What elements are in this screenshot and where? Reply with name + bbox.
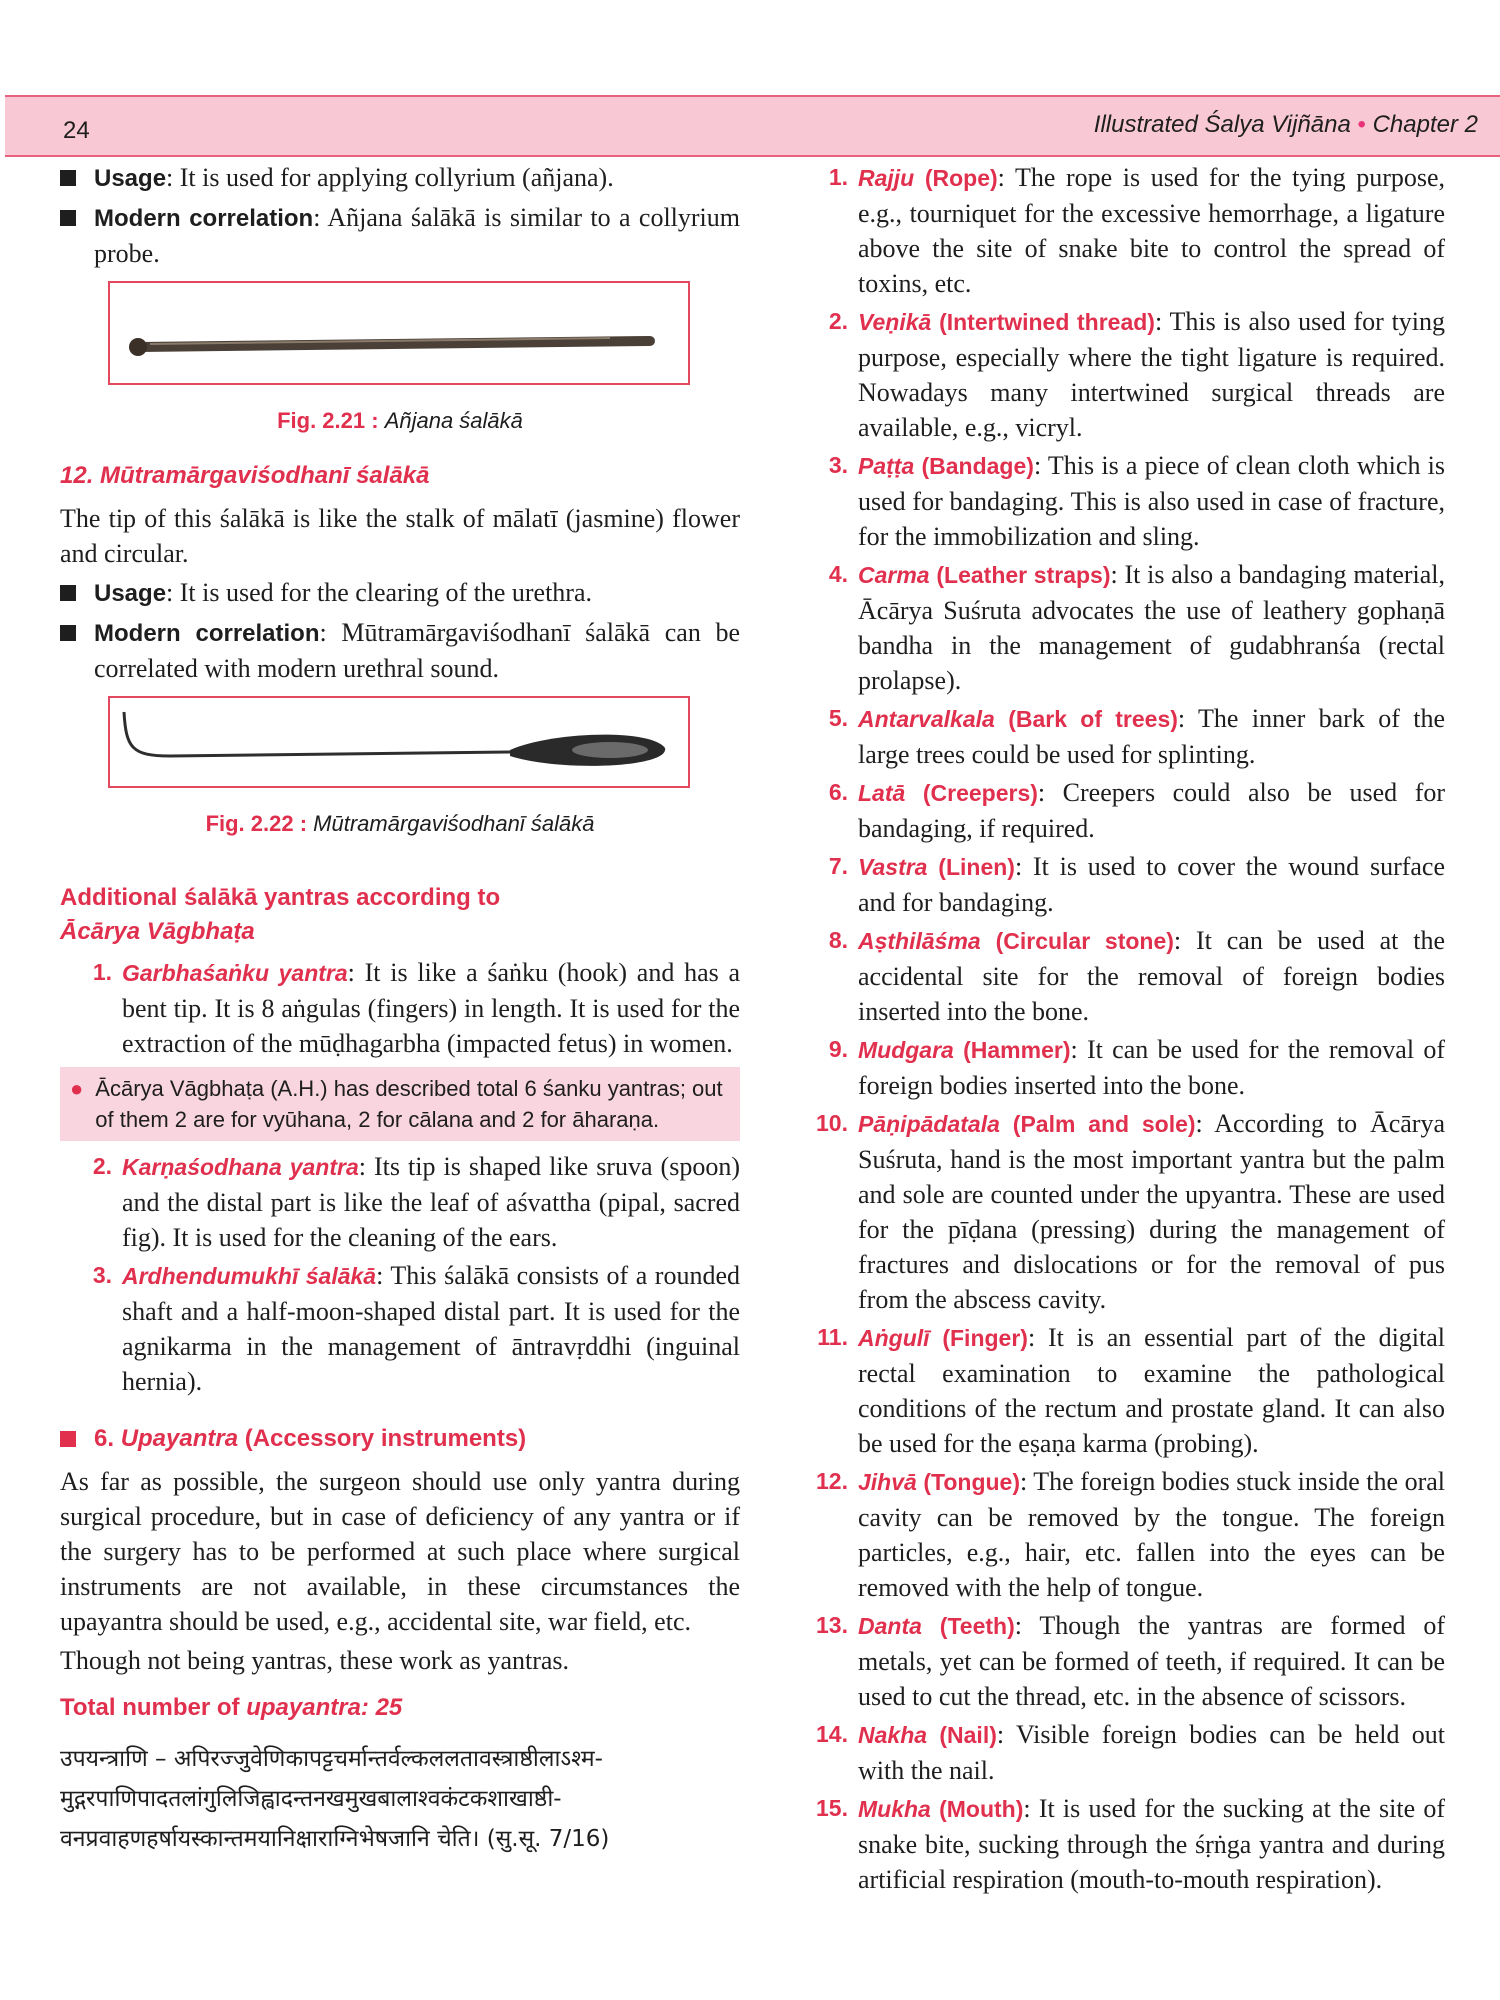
section-6-paragraph: As far as possible, the surgeon should use only yantra during surgical procedure, but in case of deficiency of any yantra or if the surgery has to be performed at such place where surgical instruments are not available, in these circumstances the upayantra should be used, e.g., accidental site, war field, etc. — [60, 1467, 740, 1636]
page-number: 24 — [63, 117, 90, 144]
upayantra-item-9: 9. Mudgara (Hammer): It can be used for the removal of foreign bodies inserted into the bone. — [828, 1035, 1446, 1100]
upayantra-item-6: 6. Latā (Creepers): Creepers could also be used for bandaging, if required. — [828, 778, 1446, 843]
figure-anjana-salaka — [108, 281, 690, 385]
usage-bullet-2 — [60, 575, 740, 611]
modern-correlation-bullet-2 — [60, 615, 740, 686]
right-column — [790, 160, 1445, 1900]
running-title — [1094, 111, 1478, 139]
modern-correlation-text: : Mūtramārgaviśodhanī śalākā can be correlated with modern urethral sound. — [94, 618, 740, 683]
additional-salaka-heading: Additional śalākā yantras according to Ācārya Vāgbhaṭa — [60, 884, 501, 945]
upayantra-item-4: 4. Carma (Leather straps): It is also a bandaging material, Ācārya Suśruta advocates the use of leathery gophaṇā bandha in the management of gudabhranśa (rectal prolapse). — [828, 560, 1445, 695]
upayantra-item-3: 3. Paṭṭa (Bandage): This is a piece of clean cloth which is used for bandaging. This is also used in case of fracture, for the immobilization and sling. — [828, 451, 1446, 551]
modern-correlation-label: Modern correlation — [94, 205, 314, 232]
page-header — [5, 95, 1500, 157]
total-upayantra: Total number of upayantra: 25 — [60, 1694, 403, 1721]
modern-correlation-text: : Añjana śalākā is similar to a collyrium probe. — [94, 203, 741, 268]
section-6-paragraph-2: Though not being yantras, these work as yantras. — [60, 1646, 570, 1675]
additional-item-1: 1. Garbhaśaṅku yantra: It is like a śaṅku (hook) and has a bent tip. It is 8 aṅgulas (fingers) in length. It is used for the extraction of the mūḍhagarbha (impacted fetus) in women. — [92, 958, 741, 1058]
section-6-heading: 6. Upayantra (Accessory instruments) — [60, 1421, 740, 1456]
upayantra-item-10: 10. Pāṇipādatala (Palm and sole): According to Ācārya Suśruta, hand is the most important yantra but the palm and sole are counted under the upyantra. These are used for the pīḍana (pressing) during the management of fractures and dislocations or for the removal of pus from the abscess cavity. — [816, 1109, 1446, 1314]
upayantra-item-14: 14. Nakha (Nail): Visible foreign bodies can be held out with the nail. — [816, 1720, 1445, 1785]
square-bullet-icon — [60, 585, 76, 601]
section-12-heading: 12. Mūtramārgaviśodhanī śalākā — [60, 462, 430, 489]
usage-label: Usage — [94, 580, 167, 607]
upayantra-item-13: 13. Danta (Teeth): Though the yantras are formed of metals, yet can be formed of teeth, if required. It can be used to cut the thread, etc. in the absence of scissors. — [816, 1611, 1445, 1711]
additional-item-3: 3. Ardhendumukhī śalākā: This śalākā consists of a rounded shaft and a half-moon-shaped distal part. It is used for the agnikarma in the management of āntravṛddhi (inguinal hernia). — [92, 1261, 740, 1396]
upayantra-item-5: 5. Antarvalkala (Bark of trees): The inner bark of the large trees could be used for splinting. — [828, 704, 1446, 769]
vagbhata-note: ● Ācārya Vāgbhaṭa (A.H.) has described total 6 śanku yantras; out of them 2 are for vyūhana, 2 for cālana and 2 for āharaṇa. — [60, 1067, 740, 1141]
urethral-sound-illustration — [110, 698, 684, 782]
upayantra-item-7: 7. Vastra (Linen): It is used to cover the wound surface and for bandaging. — [828, 852, 1446, 917]
upayantra-item-15: 15. Mukha (Mouth): It is used for the sucking at the site of snake bite, sucking through the śṛṅga yantra and during artificial respiration (mouth-to-mouth respiration). — [816, 1794, 1446, 1894]
left-column — [60, 160, 740, 1859]
usage-bullet — [60, 160, 740, 196]
upayantra-item-12: 12. Jihvā (Tongue): The foreign bodies stuck inside the oral cavity can be removed by the tongue. The foreign particles, e.g., hair, etc. fallen into the eyes can be removed with the help of tongue. — [816, 1467, 1446, 1602]
usage-label: Usage — [94, 165, 167, 192]
bullet-dot-icon: ● — [70, 1076, 84, 1101]
upayantra-item-1: 1. Rajju (Rope): The rope is used for the tying purpose, e.g., tourniquet for the excessive hemorrhage, a ligature above the site of snake bite to control the spread of toxins, etc. — [828, 163, 1446, 298]
book-title: Illustrated Śalya Vijñāna — [1093, 111, 1351, 138]
modern-correlation-label: Modern correlation — [94, 620, 320, 647]
figure-mutramarga-salaka — [108, 696, 690, 788]
square-bullet-icon — [60, 625, 76, 641]
square-bullet-icon — [60, 1431, 76, 1447]
upayantra-item-2: 2. Veṇikā (Intertwined thread): This is also used for tying purpose, especially where the tight ligature is required. Nowadays many intertwined surgical threads are available, e.g., vicryl. — [828, 307, 1446, 442]
sanskrit-verse: उपयन्त्राणि – अपिरज्जुवेणिकापट्टचर्मान्तर्वल्कललतावस्त्राष्ठीलाऽश्म- मुद्गरपाणिपादतलांगुलिजिह्वादन्तनखमुखबालाश्वकंटकशाखाष्ठी- वनप्रवाहणहर्षायस्कान्तमयानिक्षाराग्निभेषजानि चेति। (सु.सू. 7/16) — [60, 1746, 610, 1852]
usage-text: : It is used for the clearing of the urethra. — [166, 578, 592, 607]
additional-item-2: 2. Karṇaśodhana yantra: Its tip is shaped like sruva (spoon) and the distal part is like the leaf of aśvattha (pipal, sacred fig). It is used for the cleaning of the ears. — [92, 1152, 740, 1252]
bullet-dot-icon: • — [1357, 111, 1366, 138]
square-bullet-icon — [60, 210, 76, 226]
upayantra-item-8: 8. Aṣthilāśma (Circular stone): It can be used at the accidental site for the removal of foreign bodies inserted into the bone. — [828, 926, 1445, 1026]
modern-correlation-bullet — [60, 200, 740, 271]
anjana-probe-illustration — [110, 283, 684, 379]
usage-text: : It is used for applying collyrium (añjana). — [166, 163, 614, 192]
section-12-paragraph: The tip of this śalākā is like the stalk of mālatī (jasmine) flower and circular. — [60, 504, 740, 568]
figure-2-21-caption: Fig. 2.21 : Añjana śalākā — [277, 408, 523, 433]
chapter-label: Chapter 2 — [1372, 111, 1478, 138]
upayantra-item-11: 11. Aṅgulī (Finger): It is an essential part of the digital rectal examination to examine the pathological conditions of the rectum and prostate gland. It can also be used for the eṣaṇa karma (probing). — [817, 1323, 1446, 1458]
figure-2-22-caption: Fig. 2.22 : Mūtramārgaviśodhanī śalākā — [205, 811, 595, 836]
square-bullet-icon — [60, 170, 76, 186]
